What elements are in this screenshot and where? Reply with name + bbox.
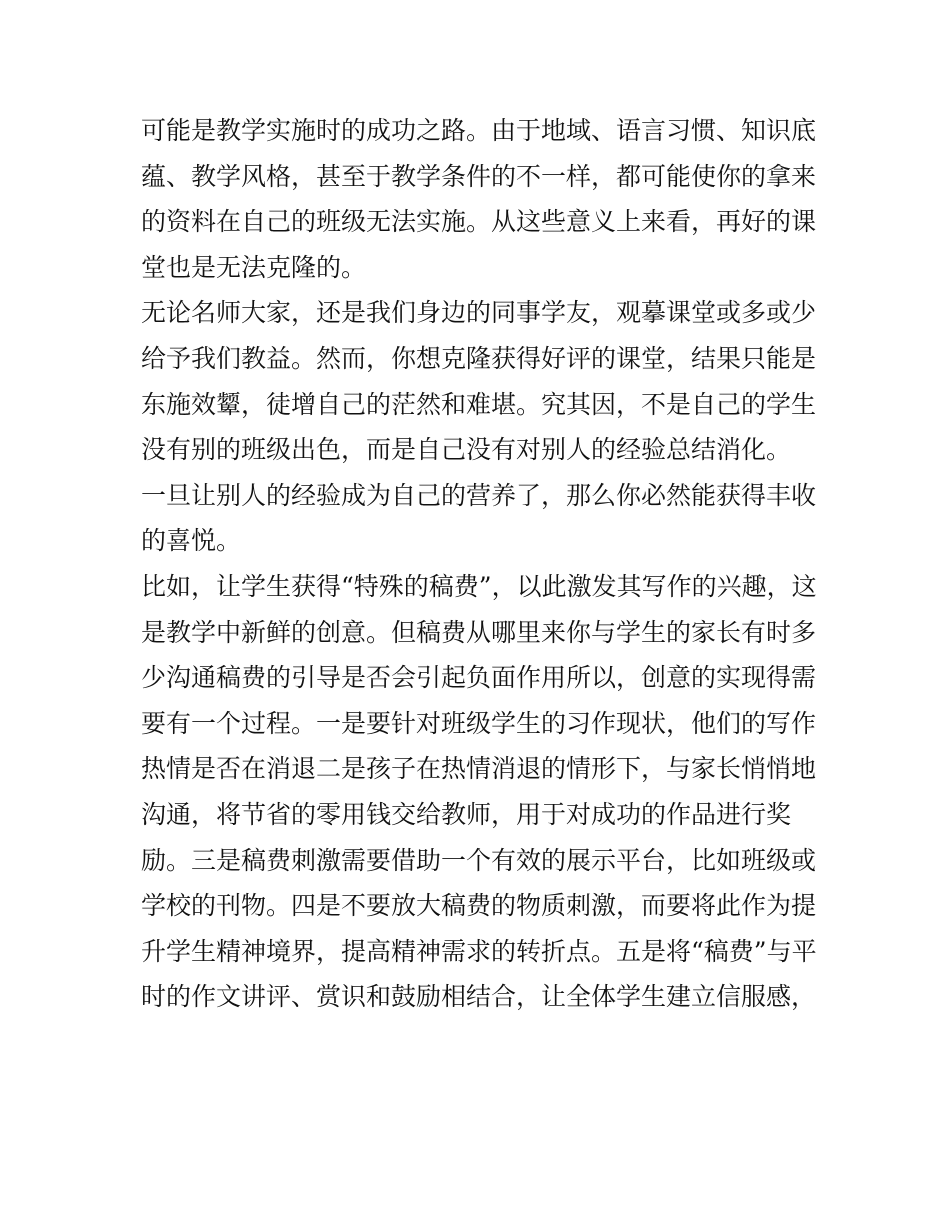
text-line: 东施效颦，徒增自己的茫然和难堪。究其因，不是自己的学生 [141, 389, 817, 419]
text-line: 一旦让别人的经验成为自己的营养了，那么你必然能获得丰收 [141, 480, 817, 510]
text-line: 时的作文讲评、赏识和鼓励相结合，让全体学生建立信服感， [141, 982, 817, 1012]
text-line: 热情是否在消退二是孩子在热情消退的情形下，与家长悄悄地 [141, 754, 817, 784]
text-line: 给予我们教益。然而，你想克隆获得好评的课堂，结果只能是 [141, 343, 817, 373]
text-line: 要有一个过程。一是要针对班级学生的习作现状，他们的写作 [141, 708, 817, 738]
text-line: 沟通，将节省的零用钱交给教师，用于对成功的作品进行奖 [141, 799, 792, 829]
text-line: 学校的刊物。四是不要放大稿费的物质刺激，而要将此作为提 [141, 891, 817, 921]
text-line: 励。三是稿费刺激需要借助一个有效的展示平台，比如班级或 [141, 845, 817, 875]
text-line: 的资料在自己的班级无法实施。从这些意义上来看，再好的课 [141, 207, 817, 237]
text-line: 没有别的班级出色，而是自己没有对别人的经验总结消化。 [141, 435, 792, 465]
text-line: 少沟通稿费的引导是否会引起负面作用所以，创意的实现得需 [141, 663, 817, 693]
text-line: 比如，让学生获得“特殊的稿费”，以此激发其写作的兴趣，这 [141, 571, 817, 601]
text-line: 可能是教学实施时的成功之路。由于地域、语言习惯、知识底 [141, 116, 817, 145]
text-line: 无论名师大家，还是我们身边的同事学友，观摹课堂或多或少 [141, 298, 817, 328]
body-text [141, 108, 821, 1020]
text-line: 的喜悦。 [141, 526, 242, 556]
text-line: 蕴、教学风格，甚至于教学条件的不一样，都可能使你的拿来 [141, 161, 817, 191]
text-line: 升学生精神境界，提高精神需求的转折点。五是将“稿费”与平 [141, 936, 817, 966]
text-line: 堂也是无法克隆的。 [141, 252, 367, 282]
text-line: 是教学中新鲜的创意。但稿费从哪里来你与学生的家长有时多 [141, 617, 817, 647]
